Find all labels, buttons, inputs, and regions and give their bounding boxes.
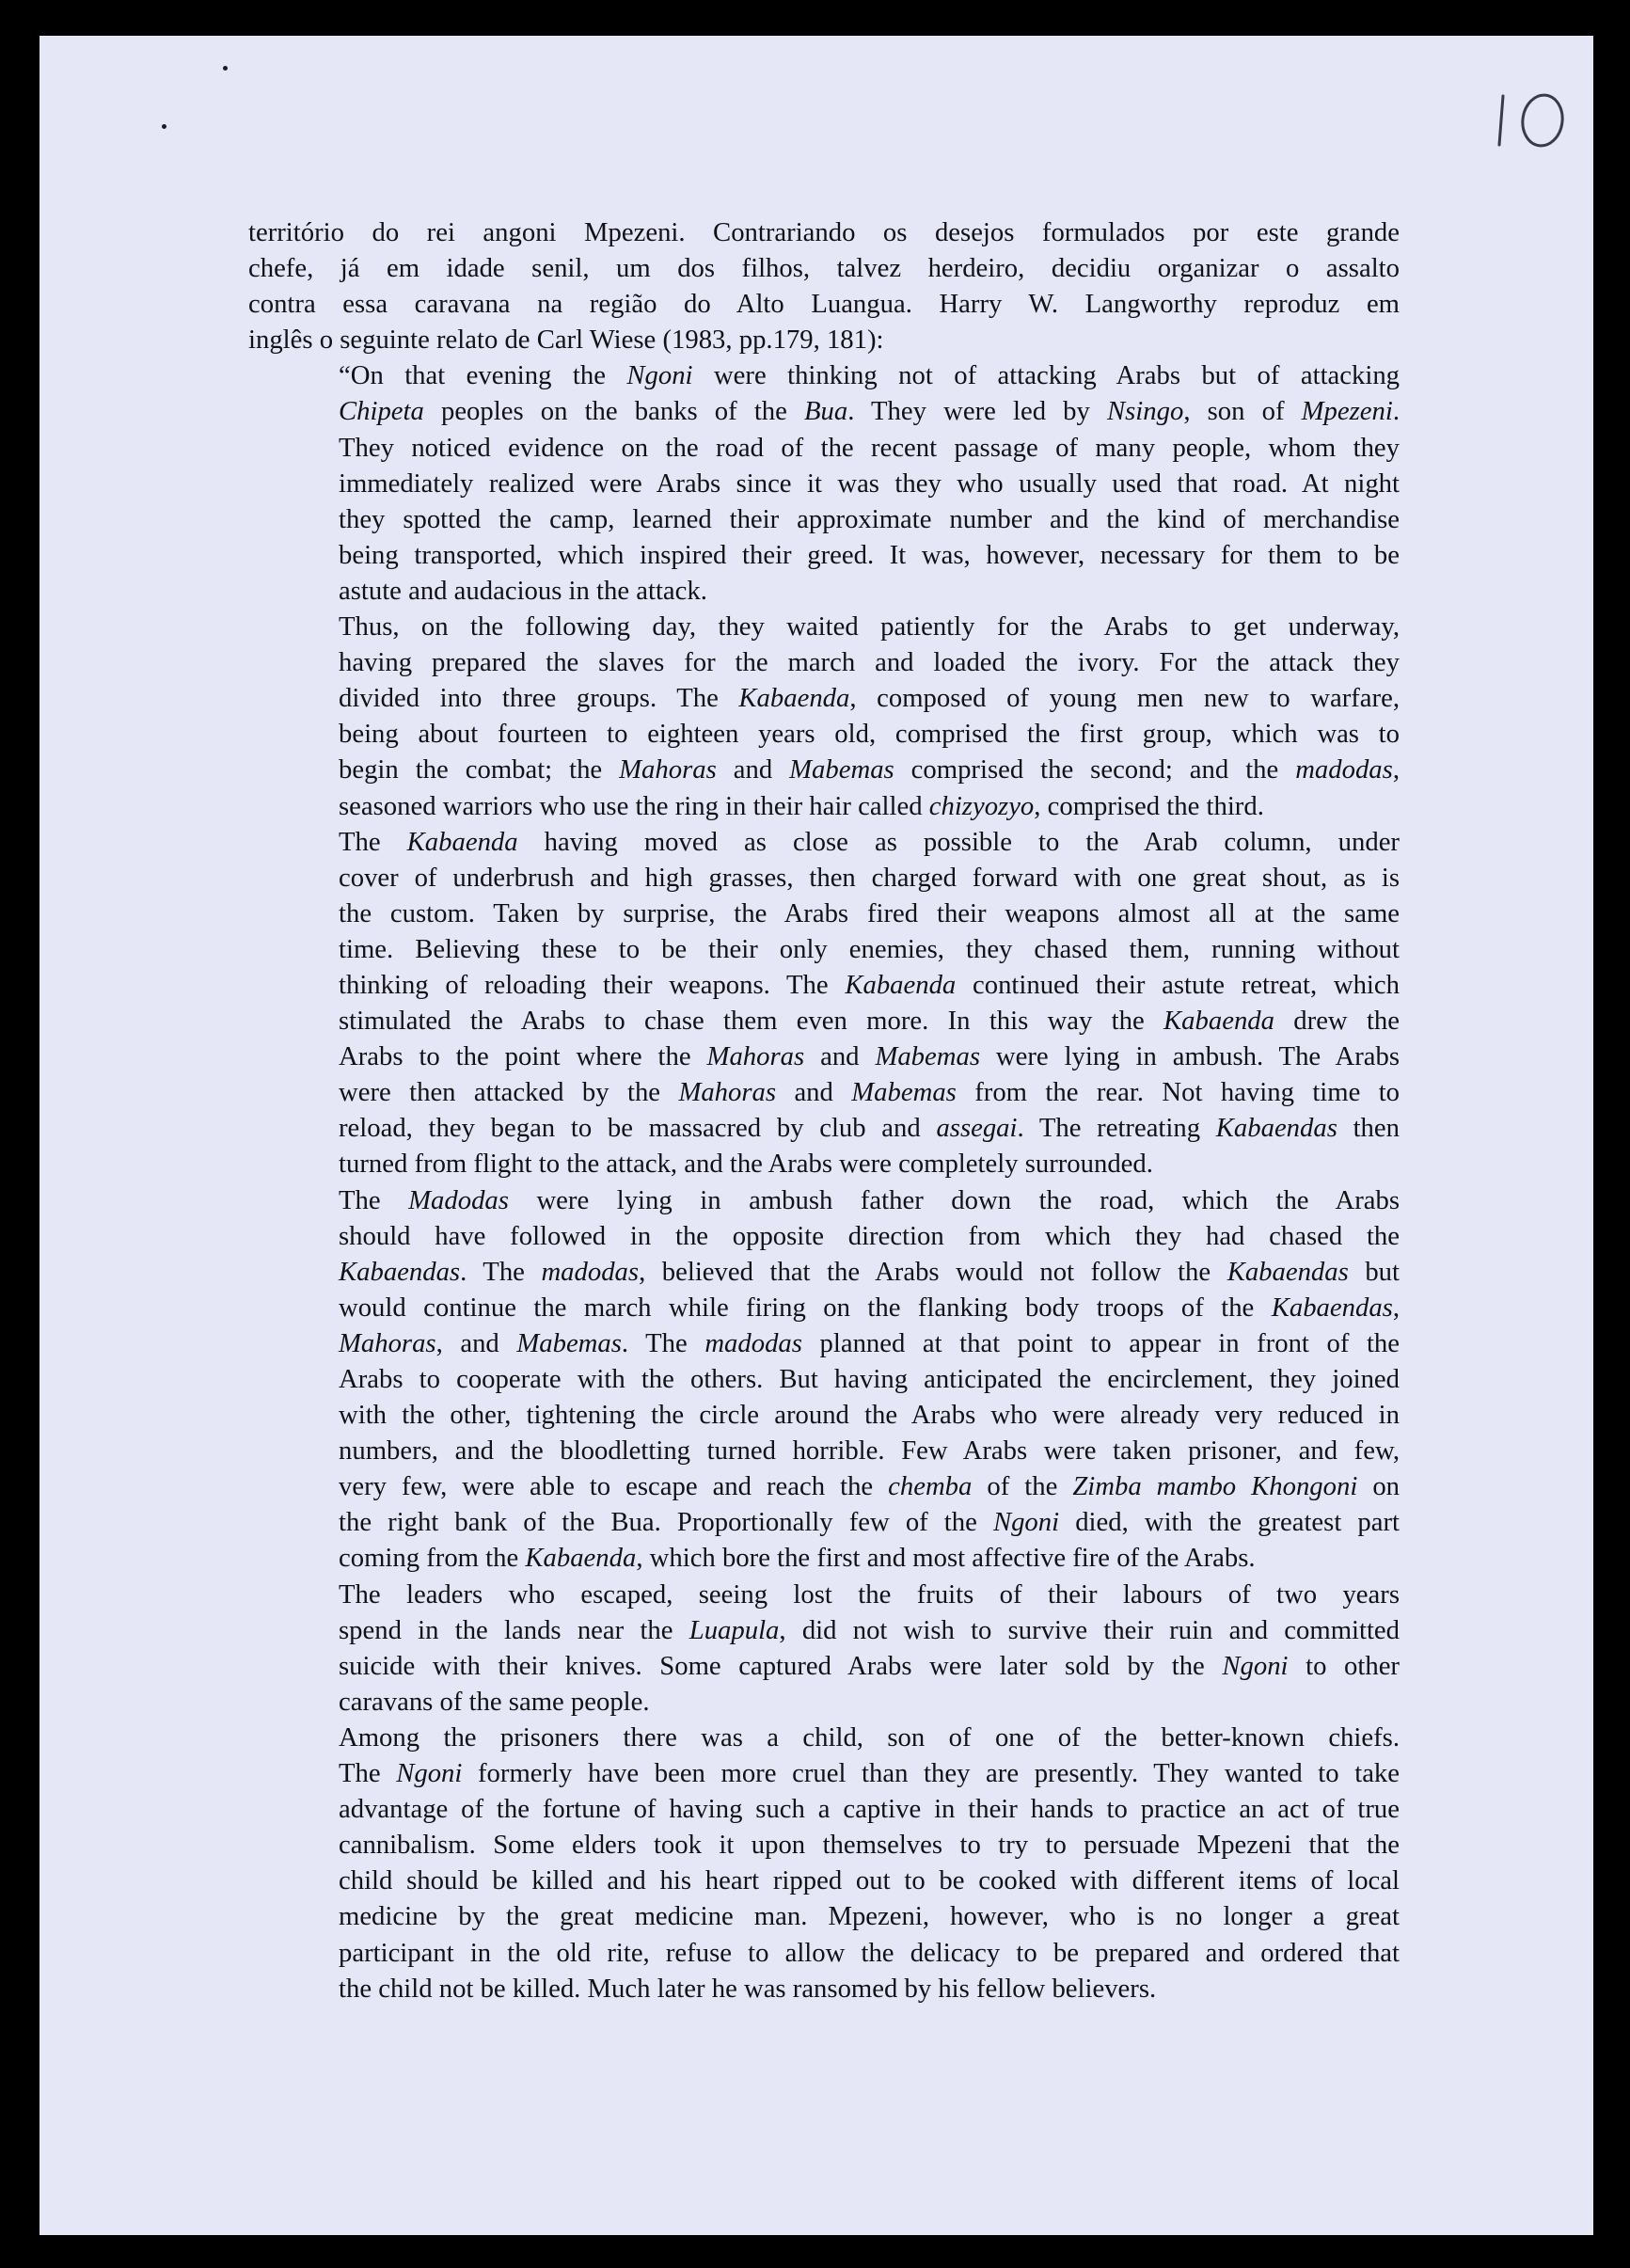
- italic-term: madodas: [541, 1256, 640, 1287]
- text-line: [248, 1648, 1400, 1684]
- italic-term: Bua: [804, 396, 848, 427]
- italic-term: Mabemas: [875, 1041, 980, 1072]
- text-line: [248, 1003, 1400, 1039]
- text-run: on: [1357, 1471, 1401, 1502]
- text-run: planned at that point to appear in front of the: [801, 1327, 1400, 1358]
- paragraph: [248, 1182, 1400, 1577]
- text-line: [248, 1684, 1400, 1720]
- text-run: . They were led by: [847, 396, 1107, 427]
- text-line: [248, 537, 1400, 573]
- text-line: [248, 1755, 1400, 1791]
- text-run: thinking of reloading their weapons. The: [339, 969, 846, 1000]
- italic-term: Ngoni: [626, 360, 693, 391]
- paragraph: [248, 1720, 1400, 2006]
- text-run: to other: [1288, 1650, 1400, 1681]
- italic-term: Kabaendas: [1226, 1256, 1349, 1287]
- italic-term: Mahoras: [339, 1327, 436, 1358]
- text-line: [248, 1074, 1400, 1110]
- text-run: numbers, and the bloodletting turned horrible. Few Arabs were taken prisoner, and few,: [339, 1435, 1400, 1467]
- text-line: [248, 1433, 1400, 1468]
- text-line: [248, 1827, 1400, 1863]
- text-run: .: [1392, 396, 1400, 427]
- text-run: were thinking not of attacking Arabs but of attacking: [692, 360, 1401, 391]
- text-line: [248, 609, 1400, 644]
- italic-term: Kabaendas: [1215, 1113, 1337, 1144]
- text-line: [248, 1540, 1400, 1576]
- text-run: ,: [1392, 754, 1400, 785]
- text-line: [248, 1791, 1400, 1827]
- text-line: [248, 824, 1400, 860]
- text-line: [248, 644, 1400, 680]
- text-run: The: [339, 826, 407, 857]
- text-run: Arabs to cooperate with the others. But having anticipated the encirclement, they joined: [339, 1364, 1400, 1394]
- italic-term: Kabaenda: [845, 969, 957, 1000]
- text-line: [248, 501, 1400, 537]
- text-run: died, with the greatest part: [1059, 1507, 1400, 1538]
- italic-term: chizyozyo: [928, 790, 1035, 821]
- body-text: [248, 214, 1400, 2006]
- text-run: caravans of the same people.: [339, 1686, 650, 1717]
- text-run: were lying in ambush father down the road, which the Arabs: [508, 1184, 1400, 1215]
- digit-zero-stroke: [1519, 92, 1565, 148]
- text-run: , comprised the third.: [1034, 790, 1264, 821]
- text-run: . The: [460, 1256, 542, 1287]
- text-run: with the other, tightening the circle around the Arabs who were already very reduced in: [339, 1400, 1400, 1431]
- text-line: [248, 680, 1400, 716]
- text-line: [248, 1971, 1400, 2006]
- italic-term: Ngoni: [396, 1758, 463, 1789]
- text-run: but: [1348, 1256, 1400, 1287]
- italic-term: Mahoras: [678, 1077, 777, 1108]
- italic-term: assegai: [936, 1113, 1018, 1144]
- text-run: Thus, on the following day, they waited patiently for the Arabs to get underway,: [339, 611, 1400, 642]
- text-run: turned from flight to the attack, and the Arabs were completely surrounded.: [339, 1149, 1153, 1180]
- text-run: the child not be killed. Much later he was ransomed by his fellow believers.: [339, 1973, 1157, 2004]
- text-run: were then attacked by the: [339, 1077, 679, 1108]
- text-run: they spotted the camp, learned their approximate number and the kind of merchandise: [339, 503, 1400, 534]
- italic-term: Mpezeni: [1301, 396, 1393, 427]
- text-line: [248, 1720, 1400, 1755]
- text-line: [248, 1504, 1400, 1540]
- text-line: [248, 573, 1400, 609]
- italic-term: madodas: [1295, 754, 1393, 785]
- text-run: , composed of young men new to warfare,: [849, 683, 1400, 714]
- text-line: [248, 393, 1400, 429]
- paragraph: [248, 214, 1400, 357]
- page-number-glyphs: [1488, 77, 1582, 181]
- paragraph: [248, 357, 1400, 609]
- text-line: [248, 1577, 1400, 1612]
- text-run: suicide with their knives. Some captured Arabs were later sold by the: [339, 1650, 1223, 1681]
- text-run: immediately realized were Arabs since it was they who usually used that road. At night: [339, 468, 1400, 499]
- text-run: , believed that the Arabs would not follow the: [639, 1256, 1227, 1287]
- document-page: [40, 36, 1593, 2235]
- italic-term: Chipeta: [339, 396, 424, 427]
- text-run: were lying in ambush. The Arabs: [979, 1041, 1400, 1072]
- text-run: having prepared the slaves for the march and loaded the ivory. For the attack they: [339, 647, 1400, 678]
- text-run: território do rei angoni Mpezeni. Contrariando os desejos formulados por este grande: [248, 217, 1400, 247]
- text-run: , and: [435, 1327, 517, 1358]
- text-run: ,: [1392, 1292, 1400, 1323]
- paper-speck-mark: [162, 124, 166, 129]
- paper-speck-mark: [223, 66, 228, 71]
- text-run: child should be killed and his heart ripped out to be cooked with different items of local: [339, 1865, 1400, 1896]
- italic-term: Nsingo: [1107, 396, 1184, 427]
- text-run: being about fourteen to eighteen years old, comprised the first group, which was to: [339, 719, 1400, 750]
- text-run: contra essa caravana na região do Alto Luangua. Harry W. Langworthy reproduz em: [248, 289, 1400, 320]
- text-line: [248, 1290, 1400, 1325]
- text-run: astute and audacious in the attack.: [339, 575, 707, 606]
- text-line: [248, 716, 1400, 752]
- text-line: [248, 1182, 1400, 1218]
- text-line: [248, 860, 1400, 896]
- text-line: [248, 1468, 1400, 1504]
- text-line: [248, 430, 1400, 466]
- text-run: and: [804, 1041, 876, 1072]
- text-run: , which bore the first and most affective fire of the Arabs.: [636, 1543, 1256, 1574]
- text-run: formerly have been more cruel than they are presently. They wanted to take: [462, 1758, 1400, 1789]
- text-run: Among the prisoners there was a child, son of one of the better-known chiefs.: [339, 1721, 1400, 1753]
- text-run: time. Believing these to be their only enemies, they chased them, running without: [339, 933, 1400, 964]
- text-run: then: [1337, 1113, 1400, 1144]
- text-run: participant in the old rite, refuse to allow the delicacy to be prepared and ordered that: [339, 1937, 1400, 1968]
- italic-term: Mabemas: [789, 754, 894, 785]
- text-run: inglês o seguinte relato de Carl Wiese (1983, pp.179, 181):: [248, 325, 884, 356]
- text-run: being transported, which inspired their greed. It was, however, necessary for them to be: [339, 539, 1400, 570]
- italic-term: Kabaenda: [738, 683, 850, 714]
- text-line: [248, 1254, 1400, 1290]
- text-line: [248, 466, 1400, 501]
- italic-term: Mahoras: [619, 754, 717, 785]
- text-run: continued their astute retreat, which: [956, 969, 1400, 1000]
- text-line: [248, 1110, 1400, 1146]
- text-run: cover of underbrush and high grasses, then charged forward with one great shout, as is: [339, 862, 1400, 893]
- text-run: from the rear. Not having time to: [956, 1077, 1401, 1108]
- text-run: , did not wish to survive their ruin and committed: [779, 1614, 1400, 1645]
- text-line: [248, 896, 1400, 931]
- text-run: Arabs to the point where the: [339, 1041, 707, 1072]
- digit-one-stroke: [1499, 96, 1503, 145]
- text-run: medicine by the great medicine man. Mpezeni, however, who is no longer a great: [339, 1901, 1400, 1932]
- text-run: peoples on the banks of the: [423, 396, 805, 427]
- text-line: [248, 1898, 1400, 1934]
- italic-term: Kabaendas: [1271, 1292, 1393, 1323]
- italic-term: Kabaenda: [525, 1543, 637, 1574]
- text-line: [248, 1612, 1400, 1648]
- text-run: the right bank of the Bua. Proportionally few of the: [339, 1507, 993, 1538]
- text-run: spend in the lands near the: [339, 1614, 689, 1645]
- text-line: [248, 752, 1400, 787]
- handwritten-page-number: [1488, 77, 1582, 181]
- text-line: [248, 1218, 1400, 1254]
- italic-term: Mahoras: [706, 1041, 805, 1072]
- text-run: . The retreating: [1017, 1113, 1216, 1144]
- paragraph: [248, 824, 1400, 1182]
- italic-term: Kabaenda: [406, 826, 518, 857]
- italic-term: madodas: [704, 1327, 802, 1358]
- text-run: , son of: [1183, 396, 1302, 427]
- paragraph: [248, 609, 1400, 824]
- text-line: [248, 214, 1400, 250]
- italic-term: Kabaendas: [339, 1256, 461, 1287]
- text-run: advantage of the fortune of having such a captive in their hands to practice an act of true: [339, 1794, 1400, 1825]
- text-run: of the: [972, 1471, 1073, 1502]
- italic-term: Luapula: [688, 1614, 780, 1645]
- text-line: [248, 931, 1400, 967]
- text-run: . The: [621, 1327, 705, 1358]
- text-run: and: [716, 754, 790, 785]
- italic-term: chemba: [888, 1471, 973, 1502]
- italic-term: Mabemas: [851, 1077, 957, 1108]
- text-run: and: [776, 1077, 852, 1108]
- text-run: very few, were able to escape and reach the: [339, 1471, 889, 1502]
- paragraph: [248, 1577, 1400, 1720]
- text-line: [248, 286, 1400, 322]
- text-line: [248, 322, 1400, 357]
- text-line: [248, 1039, 1400, 1074]
- text-run: begin the combat; the: [339, 754, 620, 785]
- text-run: would continue the march while firing on the flanking body troops of the: [339, 1292, 1272, 1323]
- text-run: cannibalism. Some elders took it upon themselves to try to persuade Mpezeni that the: [339, 1830, 1400, 1861]
- text-run: seasoned warriors who use the ring in their hair called: [339, 790, 929, 821]
- text-line: [248, 967, 1400, 1003]
- text-line: [248, 250, 1400, 286]
- italic-term: Kabaenda: [1163, 1006, 1274, 1037]
- text-run: The leaders who escaped, seeing lost the fruits of their labours of two years: [339, 1578, 1400, 1610]
- text-run: the custom. Taken by surprise, the Arabs fired their weapons almost all at the same: [339, 897, 1400, 928]
- text-run: having moved as close as possible to the Arab column, under: [517, 826, 1400, 857]
- text-run: They noticed evidence on the road of the recent passage of many people, whom they: [339, 432, 1400, 463]
- text-run: stimulated the Arabs to chase them even more. In this way the: [339, 1006, 1164, 1037]
- text-line: [248, 1361, 1400, 1397]
- text-run: The: [339, 1758, 397, 1789]
- text-run: “On that evening the: [339, 360, 627, 391]
- text-run: The: [339, 1184, 409, 1215]
- italic-term: Madodas: [408, 1184, 509, 1215]
- text-line: [248, 357, 1400, 393]
- text-line: [248, 1863, 1400, 1898]
- text-line: [248, 1146, 1400, 1182]
- text-run: reload, they began to be massacred by club and: [339, 1113, 937, 1144]
- italic-term: Mabemas: [516, 1327, 622, 1358]
- text-line: [248, 1397, 1400, 1433]
- text-line: [248, 788, 1400, 824]
- text-line: [248, 1325, 1400, 1361]
- text-run: comprised the second; and the: [894, 754, 1296, 785]
- italic-term: Zimba mambo Khongoni: [1072, 1471, 1358, 1502]
- text-run: should have followed in the opposite direction from which they had chased the: [339, 1220, 1400, 1251]
- text-run: divided into three groups. The: [339, 683, 739, 714]
- text-run: coming from the: [339, 1543, 526, 1574]
- italic-term: Ngoni: [1222, 1650, 1289, 1681]
- text-run: chefe, já em idade senil, um dos filhos, talvez herdeiro, decidiu organizar o assalto: [248, 253, 1400, 284]
- text-run: drew the: [1274, 1006, 1400, 1037]
- italic-term: Ngoni: [992, 1507, 1060, 1538]
- text-line: [248, 1935, 1400, 1971]
